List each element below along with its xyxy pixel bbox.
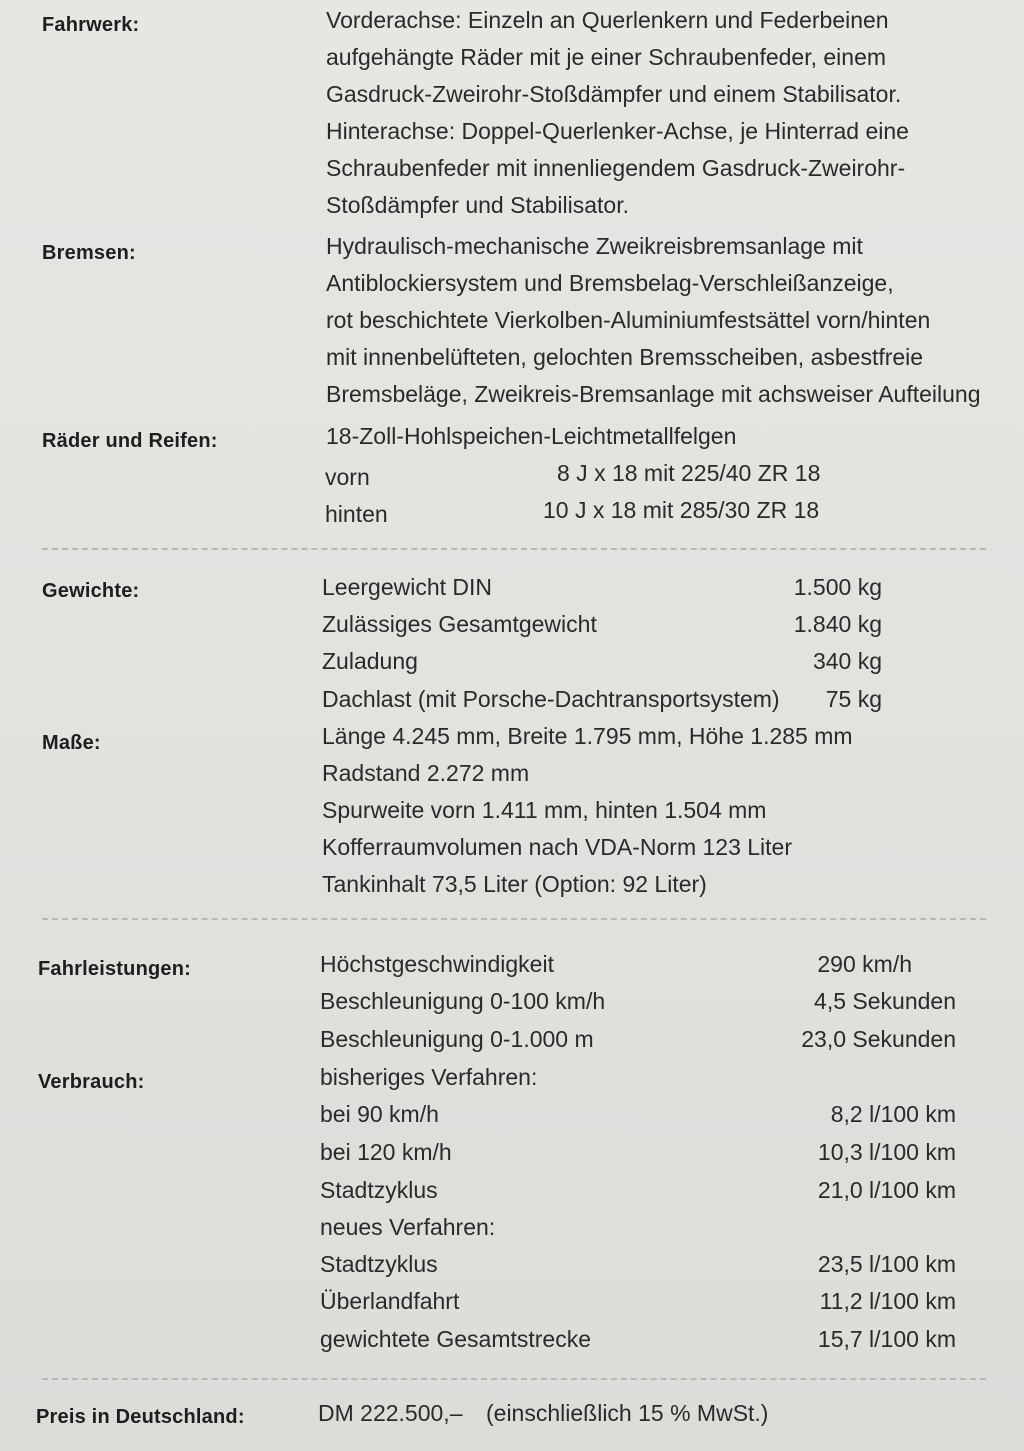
raeder-rim-text: 18-Zoll-Hohlspeichen-Leichtmetallfelgen [326,423,737,449]
verbrauch-row [320,1214,956,1241]
row-value: 75 kg [825,686,882,712]
verbrauch-row [320,1177,956,1204]
label-fahrwerk: Fahrwerk: [42,14,140,36]
row-value: 1.840 kg [793,611,882,637]
divider [42,1378,986,1380]
label-verbrauch: Verbrauch: [38,1071,145,1093]
fahrwerk-line: Vorderachse: Einzeln an Querlenkern und Federbeinen [326,7,889,33]
row-key: Höchstgeschwindigkeit [320,951,554,977]
bremsen-line: Antiblockiersystem und Bremsbelag-Verschleißanzeige, [326,270,894,296]
bremsen-line: mit innenbelüfteten, gelochten Bremsscheiben, asbestfreie [326,344,924,370]
label-masse: Maße: [42,732,101,754]
price-value: DM 222.500,– [318,1400,463,1426]
masse-line: Spurweite vorn 1.411 mm, hinten 1.504 mm [322,797,767,823]
verbrauch-row [320,1251,956,1278]
raeder-vorn-label: vorn [325,464,370,490]
fahrwerk-line: Gasdruck-Zweirohr-Stoßdämpfer und einem Stabilisator. [326,81,902,107]
bremsen-line: Bremsbeläge, Zweikreis-Bremsanlage mit achsweiser Aufteilung [326,381,981,407]
gewichte-row [322,611,882,638]
row-key: bei 90 km/h [320,1101,439,1127]
row-key: Zulässiges Gesamtgewicht [322,611,597,637]
row-value: 1.500 kg [793,574,882,600]
row-key: Überlandfahrt [320,1288,460,1314]
verbrauch-row [320,1064,956,1091]
row-key: neues Verfahren: [320,1214,496,1240]
row-key: Beschleunigung 0-1.000 m [320,1026,594,1052]
row-value: 290 km/h [817,951,912,977]
raeder-hinten-value: 10 J x 18 mit 285/30 ZR 18 [543,497,820,523]
row-value: 4,5 Sekunden [814,988,956,1014]
gewichte-row [322,648,882,675]
verbrauch-row [320,1101,956,1128]
raeder-vorn-value: 8 J x 18 mit 225/40 ZR 18 [557,460,821,486]
label-gewichte: Gewichte: [42,580,140,602]
masse-line: Radstand 2.272 mm [322,760,530,786]
row-value: 23,5 l/100 km [817,1251,956,1277]
gewichte-row [322,686,882,713]
bremsen-line: Hydraulisch-mechanische Zweikreisbremsanlage mit [326,233,863,259]
row-value: 10,3 l/100 km [817,1139,956,1165]
fahrwerk-line: Stoßdämpfer und Stabilisator. [326,192,629,218]
masse-text [322,718,853,903]
fahrleistungen-row [320,951,956,978]
row-key: Beschleunigung 0-100 km/h [320,988,606,1014]
masse-line: Kofferraumvolumen nach VDA-Norm 123 Liter [322,834,793,860]
gewichte-row [322,574,882,601]
verbrauch-row [320,1139,956,1166]
masse-line: Tankinhalt 73,5 Liter (Option: 92 Liter) [322,871,707,897]
verbrauch-row [320,1326,956,1353]
row-key: Stadtzyklus [320,1177,438,1203]
row-key: bei 120 km/h [320,1139,452,1165]
fahrwerk-line: Hinterachse: Doppel-Querlenker-Achse, je Hinterrad eine [326,118,909,144]
fahrwerk-text [326,2,909,224]
row-value: 11,2 l/100 km [819,1288,956,1314]
row-key: Dachlast (mit Porsche-Dachtransportsystem) [322,686,780,712]
verbrauch-row [320,1288,956,1315]
row-value: 15,7 l/100 km [817,1326,956,1352]
masse-line: Länge 4.245 mm, Breite 1.795 mm, Höhe 1.285 mm [322,723,853,749]
label-fahrleistungen: Fahrleistungen: [38,958,192,980]
bremsen-text [326,228,981,413]
divider [42,548,986,550]
fahrleistungen-row [320,1026,956,1053]
row-key: Stadtzyklus [320,1251,438,1277]
fahrleistungen-row [320,988,956,1015]
fahrwerk-line: aufgehängte Räder mit je einer Schraubenfeder, einem [326,44,887,70]
row-value: 21,0 l/100 km [817,1177,956,1203]
price-note: (einschließlich 15 % MwSt.) [486,1400,769,1426]
row-value: 23,0 Sekunden [801,1026,956,1052]
row-key: Zuladung [322,648,418,674]
fahrwerk-line: Schraubenfeder mit innenliegendem Gasdruck-Zweirohr- [326,155,906,181]
label-preis: Preis in Deutschland: [36,1406,245,1428]
row-value: 8,2 l/100 km [830,1101,956,1127]
bremsen-line: rot beschichtete Vierkolben-Aluminiumfestsättel vorn/hinten [326,307,931,333]
row-key: Leergewicht DIN [322,574,493,600]
row-value: 340 kg [812,648,882,674]
row-key: bisheriges Verfahren: [320,1064,538,1090]
row-key: gewichtete Gesamtstrecke [320,1326,592,1352]
divider [42,918,986,920]
label-bremsen: Bremsen: [42,242,136,264]
label-raeder: Räder und Reifen: [42,430,218,452]
raeder-hinten-label: hinten [325,501,388,527]
